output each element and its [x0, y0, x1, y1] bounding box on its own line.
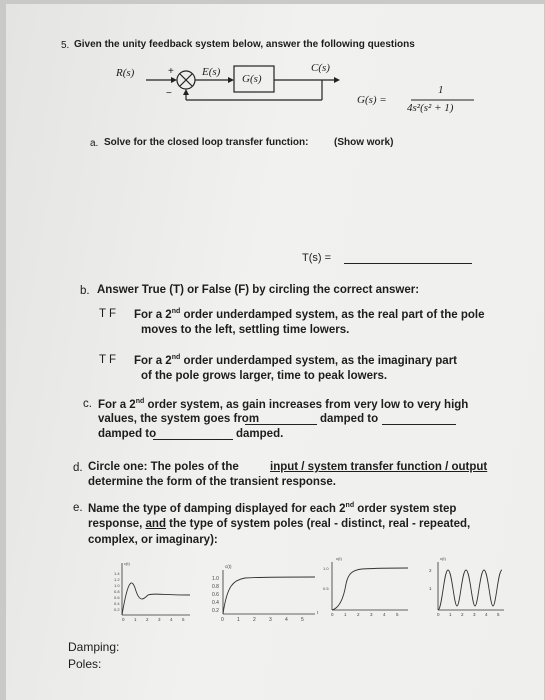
- plot-3-x-tick: 5: [396, 612, 399, 617]
- plot-2-y-tick: 0.4: [212, 600, 219, 606]
- plot-4-x-tick: 3: [473, 612, 476, 617]
- plot-1-y-tick: 0.4: [114, 601, 120, 606]
- part-a-text: Solve for the closed loop transfer function:: [104, 137, 309, 148]
- damping-blank-3[interactable]: [153, 439, 233, 440]
- plot-1-y-label: c(t): [124, 561, 130, 566]
- transfer-function-numerator: 1: [438, 84, 444, 96]
- poles-label: Poles:: [68, 657, 102, 671]
- plot-1-y-tick: 0.2: [114, 607, 120, 612]
- question-intro: Given the unity feedback system below, answer the following questions: [74, 39, 415, 50]
- plot-2-x-tick: 1: [237, 617, 240, 623]
- plot-1-x-tick: 5: [182, 617, 185, 622]
- step-response-plot-4: [428, 556, 508, 618]
- plot-2-x-tick: 4: [285, 617, 288, 623]
- transfer-function-denominator: 4s²(s² + 1): [407, 102, 454, 114]
- plot-4-x-tick: 2: [461, 612, 464, 617]
- plot-2-y-tick: 1.0: [212, 576, 219, 582]
- part-c-line-2b: damped to: [320, 413, 379, 425]
- tf-choice-2[interactable]: T F: [99, 354, 117, 366]
- input-signal-label: R(s): [116, 67, 135, 79]
- plot-4-x-tick: 4: [485, 612, 488, 617]
- transfer-function-lhs: G(s) =: [357, 94, 387, 106]
- part-c-line-2a: values, the system goes from: [98, 413, 260, 425]
- tf-choice-1[interactable]: T F: [99, 308, 117, 320]
- part-a-note: (Show work): [334, 137, 394, 148]
- part-b-label: b.: [80, 285, 90, 297]
- plot-1-y-tick: 0.8: [114, 589, 120, 594]
- plot-3-y-label: c(t): [336, 556, 342, 561]
- part-b-text: Answer True (T) or False (F) by circling the correct answer:: [97, 284, 420, 296]
- damping-label: Damping:: [68, 640, 120, 654]
- plot-2-y-tick: 0.8: [212, 584, 219, 590]
- plot-3-x-tick: 2: [357, 612, 360, 617]
- statement-1-line-1: For a 2nd order underdamped system, as the real part of the pole: [134, 308, 485, 321]
- step-response-plot-1: [114, 559, 194, 622]
- plot-4-y-tick: 2: [429, 568, 432, 573]
- step-response-plot-2: [211, 564, 321, 622]
- plot-4-y-tick: 1: [429, 586, 432, 591]
- part-a-label: a.: [90, 138, 99, 149]
- plot-3-x-tick: 1: [344, 612, 347, 617]
- part-e-label: e.: [73, 502, 83, 514]
- plot-4-y-label: c(t): [440, 556, 446, 561]
- step-response-plot-3: [322, 556, 412, 618]
- plot-1-y-tick: 0.6: [114, 595, 120, 600]
- ts-answer-blank[interactable]: [344, 263, 472, 264]
- plot-3-x-tick: 0: [331, 612, 334, 617]
- plot-1-x-tick: 2: [146, 617, 149, 622]
- plot-2-x-tick: 5: [301, 617, 304, 623]
- part-e-line-3: complex, or imaginary):: [88, 534, 218, 546]
- worksheet-page: [6, 4, 544, 700]
- plot-1-y-tick: 1.4: [114, 571, 120, 576]
- plot-4-x-tick: 1: [449, 612, 452, 617]
- plot-1-x-tick: 3: [158, 617, 161, 622]
- part-d-prefix: Circle one: The poles of the: [88, 461, 239, 473]
- summing-plus-sign: +: [168, 66, 174, 77]
- block-diagram: [6, 4, 544, 144]
- error-signal-label: E(s): [202, 66, 221, 78]
- plot-2-x-tick: 2: [253, 617, 256, 623]
- part-e-line-2: response, and the type of system poles (real - distinct, real - repeated,: [88, 518, 471, 530]
- part-c-label: c.: [83, 398, 92, 410]
- damping-blank-1[interactable]: [245, 424, 317, 425]
- part-c-line-3a: damped to: [98, 428, 157, 440]
- plot-2-x-tick: 0: [221, 617, 224, 623]
- plot-3-y-tick: 1.0: [323, 566, 329, 571]
- plot-2-x-label: t: [317, 610, 319, 615]
- part-c-line-1: For a 2nd order system, as gain increases from very low to very high: [98, 398, 469, 411]
- summing-minus-sign: −: [166, 88, 172, 99]
- statement-2-line-2: of the pole grows larger, time to peak lowers.: [141, 370, 388, 382]
- part-d-options[interactable]: input / system transfer function / output: [270, 461, 488, 473]
- plant-block-label: G(s): [242, 73, 262, 85]
- plot-2-y-tick: 0.6: [212, 592, 219, 598]
- plot-1-x-tick: 0: [122, 617, 125, 622]
- plot-1-x-tick: 1: [134, 617, 137, 622]
- answer-label-ts: T(s) =: [302, 252, 332, 264]
- plot-1-y-tick: 1.2: [114, 577, 120, 582]
- plot-3-x-tick: 3: [370, 612, 373, 617]
- plot-3-x-tick: 4: [383, 612, 386, 617]
- plot-3-y-tick: 0.5: [323, 586, 329, 591]
- output-signal-label: C(s): [311, 62, 330, 74]
- plot-1-x-tick: 4: [170, 617, 173, 622]
- plot-2-x-tick: 3: [269, 617, 272, 623]
- statement-1-line-2: moves to the left, settling time lowers.: [141, 324, 350, 336]
- plot-2-y-label: c(t): [225, 564, 232, 569]
- plot-2-y-tick: 0.2: [212, 608, 219, 614]
- part-e-line-1: Name the type of damping displayed for each 2nd order system step: [88, 502, 457, 515]
- damping-blank-2[interactable]: [382, 424, 456, 425]
- statement-2-line-1: For a 2nd order underdamped system, as the imaginary part: [134, 354, 458, 367]
- part-d-label: d.: [73, 462, 83, 474]
- part-c-line-3b: damped.: [236, 428, 284, 440]
- plot-1-y-tick: 1.0: [114, 583, 120, 588]
- question-number: 5.: [61, 40, 70, 51]
- plot-4-x-tick: 0: [437, 612, 440, 617]
- part-d-line-2: determine the form of the transient response.: [88, 476, 336, 488]
- plot-4-x-tick: 5: [497, 612, 500, 617]
